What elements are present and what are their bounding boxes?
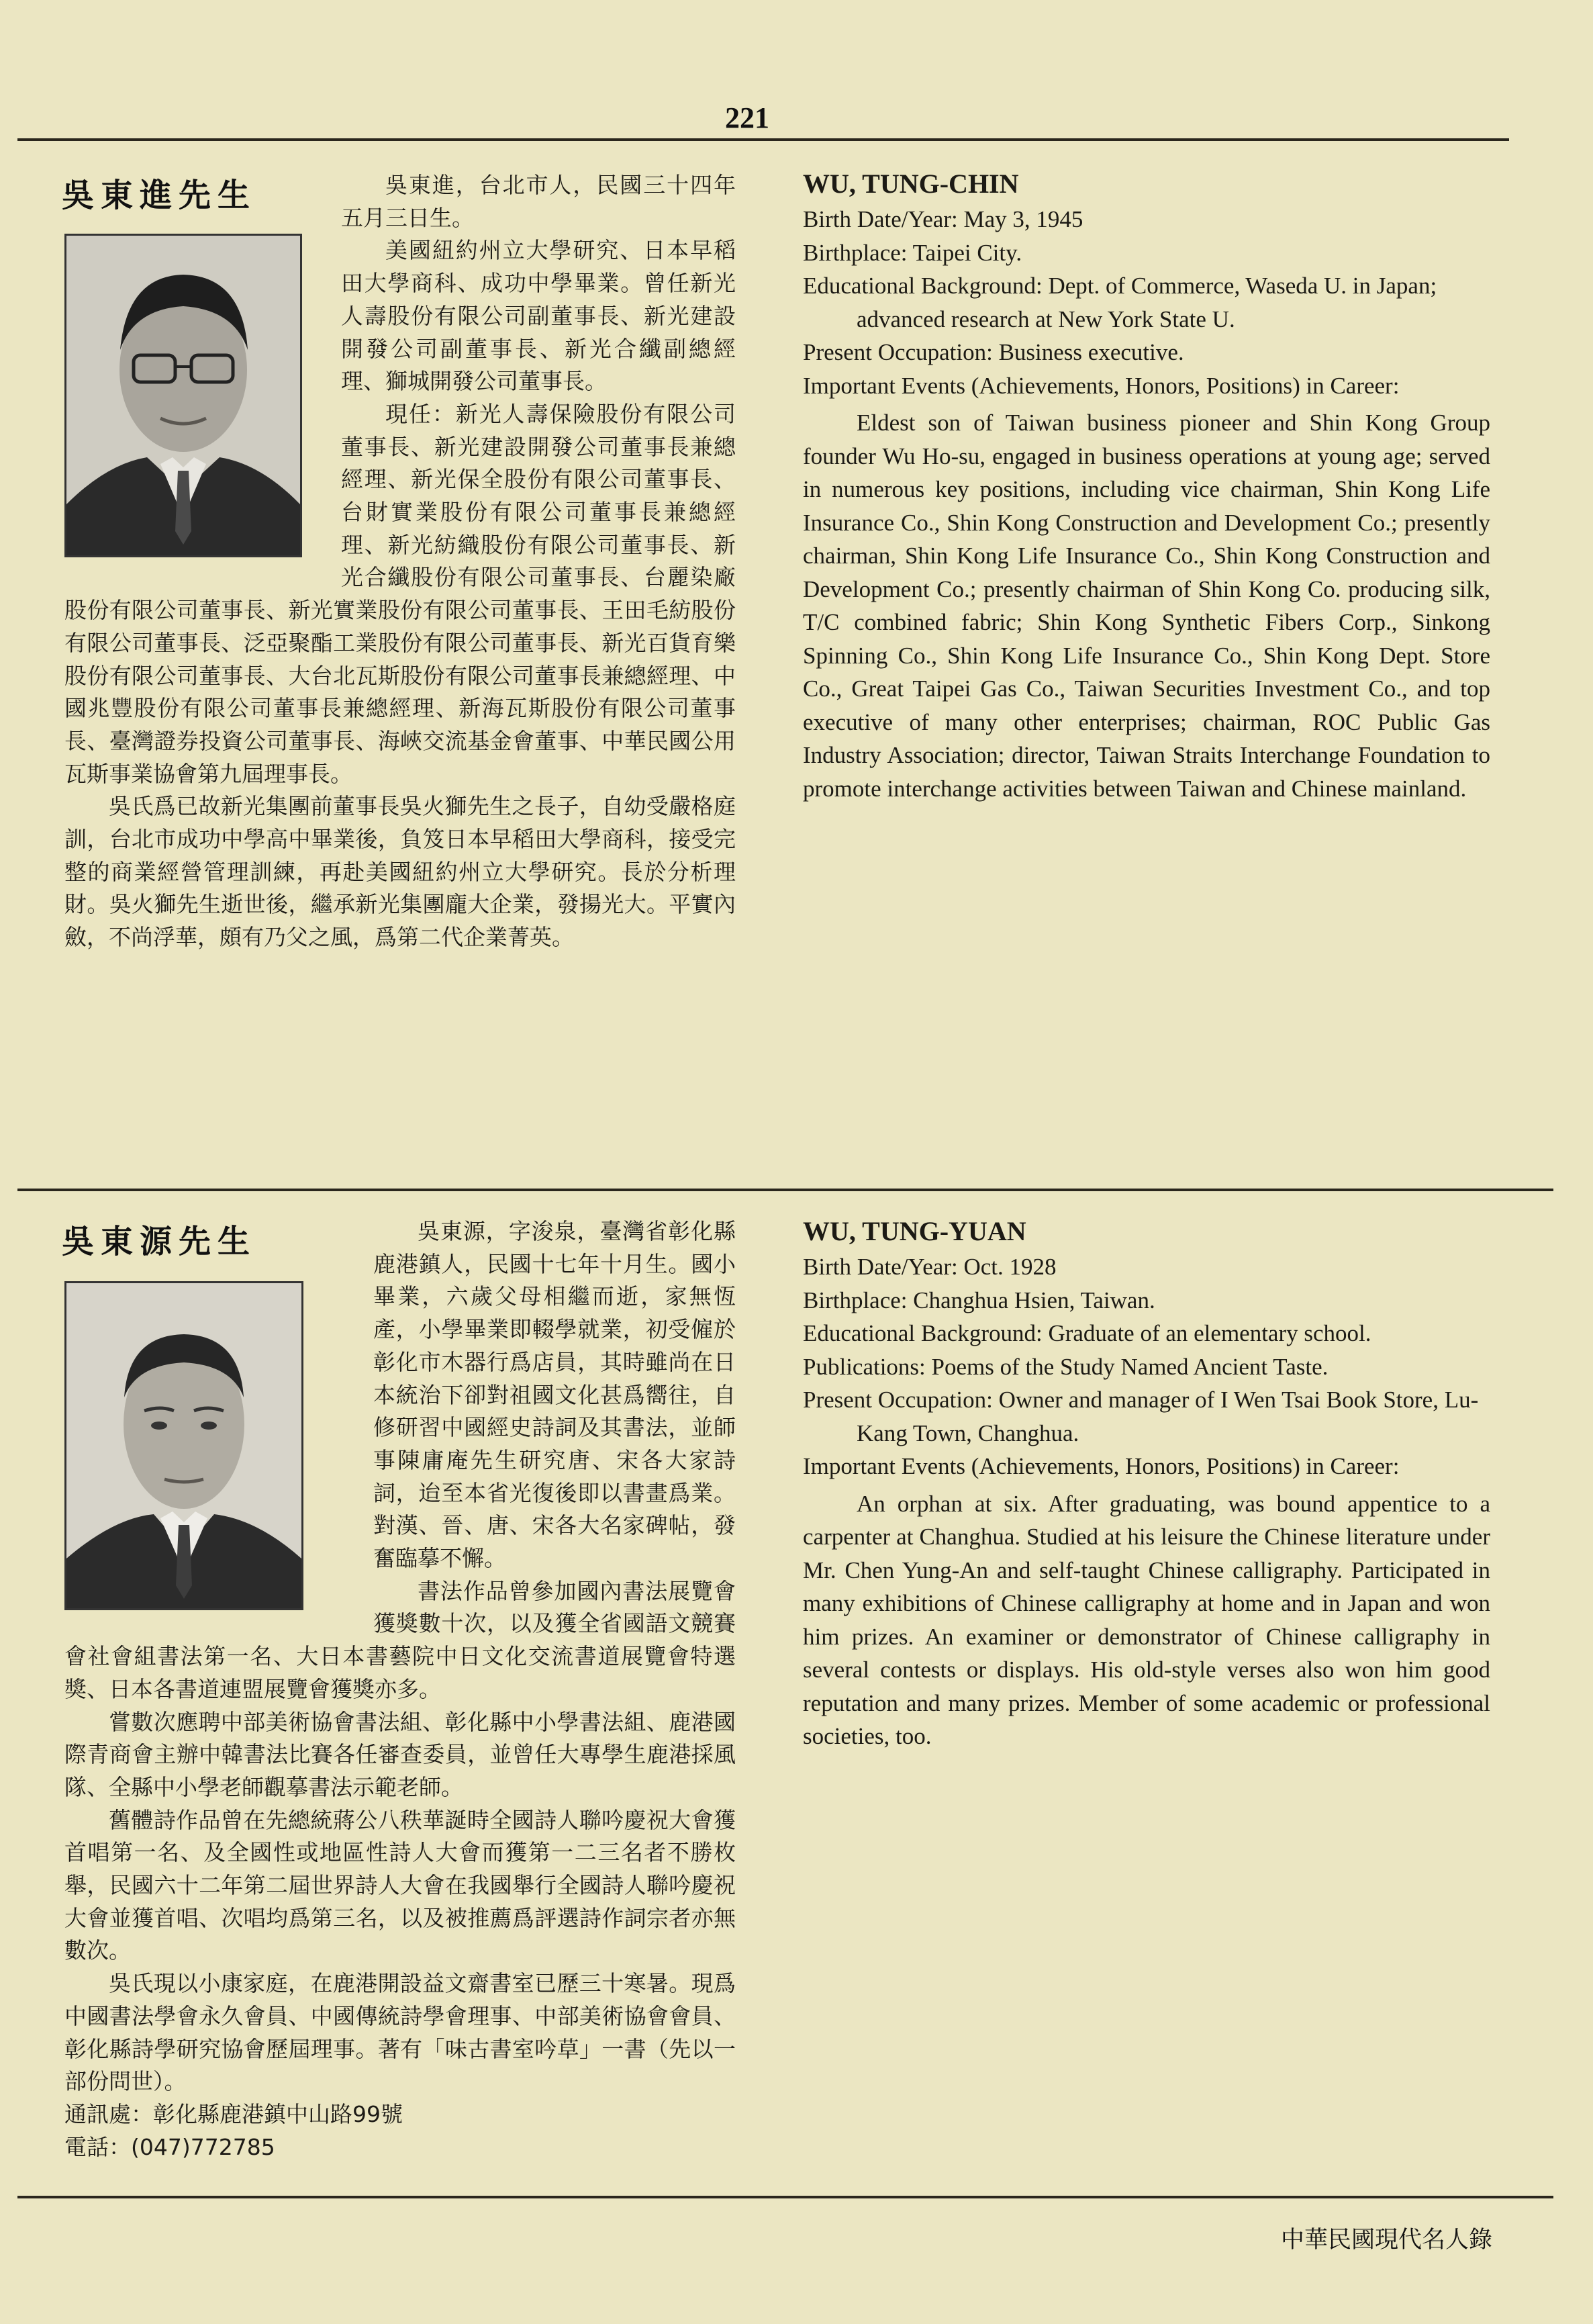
entry-2-bio-en — [803, 1214, 1490, 1753]
middle-rule — [17, 1189, 1553, 1191]
entry-1-bio-zh-profile: 吳氏爲已故新光集團前董事長吳火獅先生之長子，自幼受嚴格庭訓，台北市成功中學高中畢業後，負笈日本早稻田大學商科，接受完整的商業經營管理訓練，再赴美國紐約州立大學研究。長於分析理財。吳火獅先生逝世後，繼承新光集團龐大企業，發揚光大。平實內斂，不尚浮華，頗有乃父之風，爲第二代企業菁英。 — [64, 793, 736, 951]
entry-2-name-zh: 吳東源先生 — [62, 1223, 257, 1260]
page-number: 221 — [725, 101, 769, 134]
entry-2-bio-zh-profile: 吳氏現以小康家庭，在鹿港開設益文齋書室已歷三十寒暑。現爲中國書法學會永久會員、中國傳統詩學會理事、中部美術協會會員、彰化縣詩學研究協會歷屆理事。著有「味古書室吟草」一書（先以一部份問世）。 — [64, 1970, 736, 2095]
entry-1-occupation: Present Occupation: Business executive. — [803, 339, 1184, 365]
entry-1-bio-zh-education: 美國紐約州立大學研究、日本早稻田大學商科、成功中學畢業。曾任新光人壽股份有限公司副董事長、新光建設開發公司副董事長、新光合纖副總經理、獅城開發公司董事長。 — [341, 237, 736, 395]
entry-2-career-text: An orphan at six. After graduating, was bound appentice to a carpenter at Changhua. Studied at his leisure the Chinese literature under Mr. Chen Yung-An and self-taught Chinese calligraphy. Participated in many exhibitions of Chinese calligraphy at home and in Japan and won him prizes. An examiner or demonstrator of Chinese calligraphy in several contests or displays. His old-style verses also won him good reputation and many prizes. Member of some academic or professional societies, too. — [803, 1490, 1490, 1749]
entry-1-career-text: Eldest son of Taiwan business pioneer and Shin Kong Group founder Wu Ho-su, engaged in business operations at young age; served in numerous key positions, including vice chairman, Shin Kong Life Insurance Co., Shin Kong Construction and Development Co.; presently chairman, Shin Kong Life Insurance Co., Shin Kong Construction and Development Co.; presently chairman of Shin Kong Co. producing silk, T/C combined fabric; Shin Kong Synthetic Fibers Corp., Sinkong Spinning Co., Shin Kong Life Insurance Co., Shin Kong Dept. Store Co., Great Taipei Gas Co., Taiwan Securities Investment Co., and top executive of many other enterprises; chairman, ROC Public Gas Industry Association; director, Taiwan Straits Interchange Foundation to promote interchange activities between Taiwan and Chinese mainland. — [803, 410, 1490, 802]
entry-2-birth-date: Birth Date/Year: Oct. 1928 — [803, 1254, 1057, 1280]
entry-2-events-label: Important Events (Achievements, Honors, Positions) in Career: — [803, 1453, 1400, 1479]
entry-2-bio-zh-intro: 吳東源，字浚泉，臺灣省彰化縣鹿港鎮人，民國十七年十月生。國小畢業，六歲父母相繼而逝，家無恆產，小學畢業即輟學就業，初受僱於彰化市木器行爲店員，其時雖尚在日本統治下卻對祖國文化甚爲嚮往，自修研習中國經史詩詞及其書法，並師事陳庸庵先生研究唐、宋各大家詩詞，迨至本省光復後即以書畫爲業。對漢、晉、唐、宋各大名家碑帖，發奮臨摹不懈。 — [373, 1218, 736, 1572]
entry-1-bio-zh-positions: 現任：新光人壽保險股份有限公司董事長、新光建設開發公司董事長兼總經理、新光保全股份有限公司董事長、台財實業股份有限公司董事長兼總經理、新光紡織股份有限公司董事長、新光合纖股份有限公司董事長、台麗染廠股份有限公司董事長、新光實業股份有限公司董事長、王田毛紡股份有限公司董事長、泛亞聚酯工業股份有限公司董事長、新光百貨育樂股份有限公司董事長、大台北瓦斯股份有限公司董事長兼總經理、中國兆豐股份有限公司董事長兼總經理、新海瓦斯股份有限公司董事長、臺灣證券投資公司董事長、海峽交流基金會董事、中華民國公用瓦斯事業協會第九屆理事長。 — [64, 400, 736, 787]
entry-2-birthplace: Birthplace: Changhua Hsien, Taiwan. — [803, 1287, 1155, 1313]
entry-1-events-label: Important Events (Achievements, Honors, Positions) in Career: — [803, 372, 1400, 399]
entry-1-birth-date: Birth Date/Year: May 3, 1945 — [803, 206, 1083, 232]
entry-1-bio-en — [803, 167, 1490, 805]
entry-2-bio-zh-awards: 書法作品曾參加國內書法展覽會獲獎數十次，以及獲全省國語文競賽會社會組書法第一名、大日本書藝院中日文化交流書道展覽會特選獎、日本各書道連盟展覽會獲獎亦多。 — [64, 1577, 736, 1702]
entry-1-bio-zh — [64, 169, 736, 954]
entry-2-phone: 電話：(047)772785 — [64, 2133, 275, 2160]
bottom-rule — [17, 2196, 1553, 2198]
entry-2-publications: Publications: Poems of the Study Named Ancient Taste. — [803, 1353, 1329, 1380]
entry-2-bio-zh-poetry: 舊體詩作品曾在先總統蔣公八秩華誕時全國詩人聯吟慶祝大會獲首唱第一名、及全國性或地區性詩人大會而獲第一二三名者不勝枚舉，民國六十二年第二屆世界詩人大會在我國舉行全國詩人聯吟慶祝大會並獲首唱、次唱均爲第三名，以及被推薦爲評選詩作詞宗者亦無數次。 — [64, 1806, 736, 1964]
entry-1-bio-zh-intro: 吳東進，台北市人，民國三十四年五月三日生。 — [341, 172, 736, 231]
entry-1-name-zh: 吳東進先生 — [62, 177, 257, 214]
entry-2-education: Educational Background: Graduate of an elementary school. — [803, 1320, 1371, 1346]
entry-2-occupation: Present Occupation: Owner and manager of I Wen Tsai Book Store, Lu-Kang Town, Changhua. — [803, 1387, 1479, 1446]
entry-1-name-en: WU, TUNG-CHIN — [803, 169, 1019, 199]
entry-2-name-en: WU, TUNG-YUAN — [803, 1216, 1026, 1246]
top-rule — [17, 138, 1509, 141]
entry-2-address: 通訊處：彰化縣鹿港鎮中山路99號 — [64, 2100, 403, 2127]
entry-2-bio-zh — [64, 1215, 736, 2164]
entry-1-education: Educational Background: Dept. of Commerce, Waseda U. in Japan; advanced research at New York State U. — [803, 273, 1437, 332]
entry-2-bio-zh-judging: 嘗數次應聘中部美術協會書法組、彰化縣中小學書法組、鹿港國際青商會主辦中韓書法比賽各任審查委員，並曾任大專學生鹿港採風隊、全縣中小學老師觀摹書法示範老師。 — [64, 1708, 736, 1800]
book-title-footer: 中華民國現代名人錄 — [1280, 2227, 1492, 2253]
entry-1-birthplace: Birthplace: Taipei City. — [803, 239, 1022, 266]
